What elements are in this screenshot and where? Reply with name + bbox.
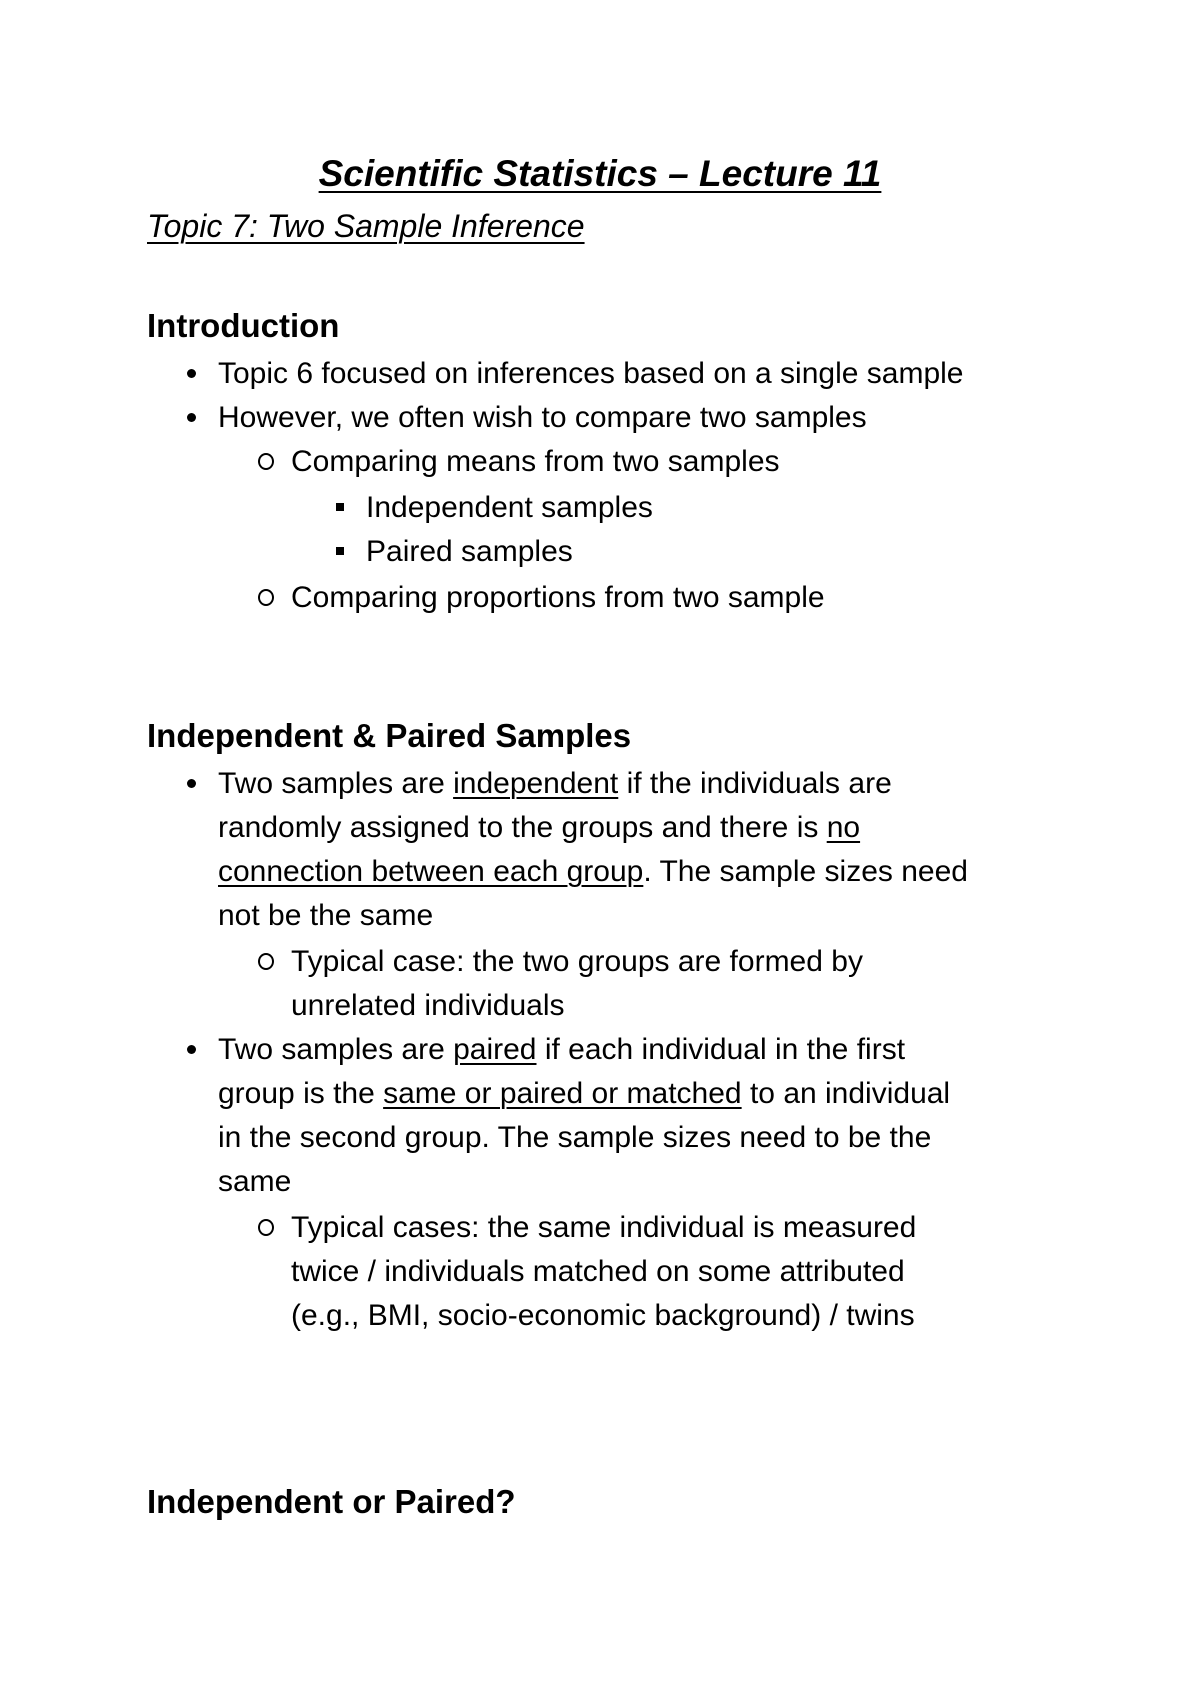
paragraph-line: unrelated individuals bbox=[291, 989, 565, 1022]
underlined-term: same or paired or matched bbox=[383, 1077, 742, 1110]
paragraph-line: group is the same or paired or matched to an individual bbox=[218, 1077, 951, 1110]
paragraph-line: connection between each group. The sample sizes need bbox=[218, 855, 968, 888]
underlined-term: connection between each group bbox=[218, 855, 644, 888]
bullet-marker bbox=[181, 1028, 201, 1072]
independent-paired-heading: Independent & Paired Samples bbox=[147, 717, 632, 754]
square-bullet-marker bbox=[330, 486, 350, 530]
page-subtitle: Topic 7: Two Sample Inference bbox=[147, 208, 585, 244]
list-item: However, we often wish to compare two samples bbox=[218, 401, 867, 434]
list-item: Paired samples bbox=[366, 535, 573, 568]
paragraph-line: same bbox=[218, 1165, 292, 1198]
circle-bullet-marker bbox=[255, 576, 277, 620]
circle-bullet-marker bbox=[255, 940, 277, 984]
list-item: Independent samples bbox=[366, 491, 653, 524]
independent-or-paired-heading: Independent or Paired? bbox=[147, 1483, 516, 1520]
paragraph-line: twice / individuals matched on some attributed bbox=[291, 1255, 905, 1288]
introduction-heading: Introduction bbox=[147, 307, 340, 344]
bullet-marker bbox=[181, 396, 201, 440]
bullet-marker bbox=[181, 762, 201, 806]
list-item: Topic 6 focused on inferences based on a single sample bbox=[218, 357, 964, 390]
page-title: Scientific Statistics – Lecture 11 bbox=[318, 153, 882, 194]
paragraph-line: not be the same bbox=[218, 899, 434, 932]
paragraph-line: Typical cases: the same individual is measured bbox=[291, 1211, 917, 1244]
underlined-term: no bbox=[826, 811, 861, 844]
paragraph-line: randomly assigned to the groups and there is no bbox=[218, 811, 861, 844]
paragraph-line: Two samples are paired if each individual in the first bbox=[218, 1033, 906, 1066]
circle-bullet-marker bbox=[255, 1206, 277, 1250]
square-bullet-marker bbox=[330, 530, 350, 574]
underlined-term: independent bbox=[453, 767, 619, 800]
list-item: Comparing proportions from two sample bbox=[291, 581, 825, 614]
bullet-marker bbox=[181, 352, 201, 396]
paragraph-line: Typical case: the two groups are formed by bbox=[291, 945, 863, 978]
paragraph-line: Two samples are independent if the individuals are bbox=[218, 767, 892, 800]
underlined-term: paired bbox=[453, 1033, 537, 1066]
paragraph-line: (e.g., BMI, socio-economic background) / twins bbox=[291, 1299, 915, 1332]
circle-bullet-marker bbox=[255, 440, 277, 484]
paragraph-line: in the second group. The sample sizes need to be the bbox=[218, 1121, 932, 1154]
list-item: Comparing means from two samples bbox=[291, 445, 780, 478]
